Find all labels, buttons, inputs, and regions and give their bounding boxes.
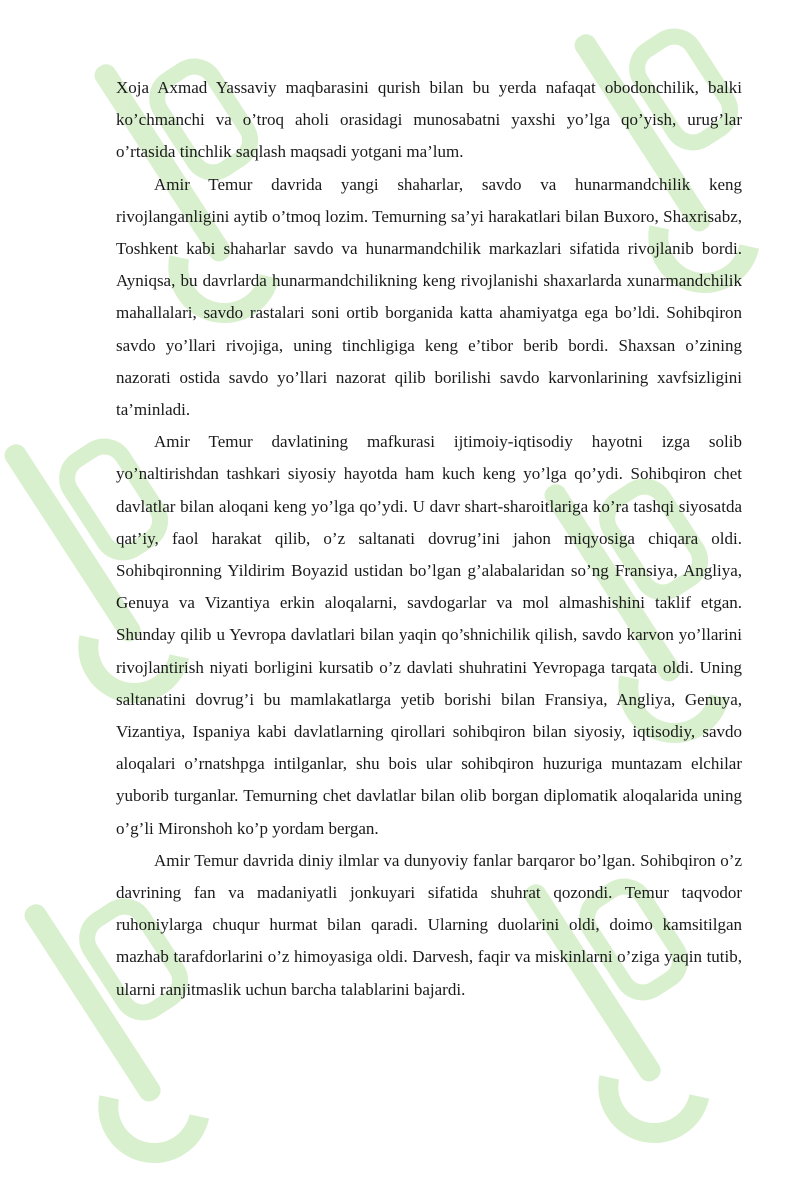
paragraph-continuation: Xoja Axmad Yassaviy maqbarasini qurish bilan bu yerda nafaqat obodonchilik, balki ko’chmanchi va o’troq aholi orasidagi munosabatni yaxshi yo’lga qo’yish, urug’lar o’rtasida tinchlik saqlash maqsadi yotgani ma’lum. bbox=[116, 78, 742, 162]
document-body bbox=[116, 72, 742, 1006]
paragraph-religion-science: Amir Temur davrida diniy ilmlar va dunyoviy fanlar barqaror bo’lgan. Sohibqiron o’z davrining fan va madaniyatli jonkuyari sifatida shuhrat qozondi. Temur taqvodor ruhoniylarga chuqur hurmat bilan qaradi. Ularning duolarini oldi, doimo kamsitilgan mazhab tarafdorlarini o’z himoyasiga oldi. Darvesh, faqir va miskinlarni o’ziga yaqin tutib, ularni ranjitmaslik uchun barcha talablarini bajardi. bbox=[116, 850, 742, 999]
paragraph-trade-crafts: Amir Temur davrida yangi shaharlar, savdo va hunarmandchilik keng rivojlanganligini aytib o’tmoq lozim. Temurning sa’yi harakatlari bilan Buxoro, Shaxrisabz, Toshkent kabi shaharlar savdo va hunarmandchilik markazlari sifatida rivojlanib bordi. Ayniqsa, bu davrlarda hunarmandchilikning keng rivojlanishi shaxarlarda xunarmandchilik mahallalari, savdo rastalari soni ortib borganida katta ahamiyatga ega bo’ldi. Sohibqiron savdo yo’llari rivojiga, uning tinchligiga keng e’tibor berib bordi. Shaxsan o’zining nazorati ostida savdo yo’llari nazorat qilib borilishi savdo karvonlarining xavfsizligini ta’minladi. bbox=[116, 174, 742, 420]
paragraph-foreign-policy: Amir Temur davlatining mafkurasi ijtimoiy-iqtisodiy hayotni izga solib yo’naltirishdan tashkari siyosiy hayotda ham kuch keng yo’lga qo’ydi. Sohibqiron chet davlatlar bilan aloqani keng yo’lga qo’ydi. U davr shart-sharoitlariga ko’ra tashqi siyosatda qat’iy, faol harakat qilib, o’z saltanati dovrug’ini jahon miqyosiga chiqara oldi. Sohibqironning Yildirim Boyazid ustidan bo’lgan g’alabalaridan so’ng Fransiya, Angliya, Genuya va Vizantiya erkin aloqalarni, savdogarlar va mol almashishini taklif etgan. Shunday qilib u Yevropa davlatlari bilan yaqin qo’shnichilik qilish, savdo karvon yo’llarini rivojlantirish niyati borligini kursatib o’z davlati shuhratini Yevropaga tarqata oldi. Uning saltanatini dovrug’i bu mamlakatlarga yetib borishi bilan Fransiya, Angliya, Genuya, Vizantiya, Ispaniya kabi davlatlarning qirollari sohibqiron bilan siyosiy, iqtisodiy, savdo aloqalari o’rnatshpga intilganlar, shu bois ular sohibqiron huzuriga muntazam elchilar yuborib turganlar. Temurning chet davlatlar bilan olib borgan diplomatik aloqalarida uning o’g’li Mironshoh ko’p yordam bergan. bbox=[116, 432, 742, 838]
